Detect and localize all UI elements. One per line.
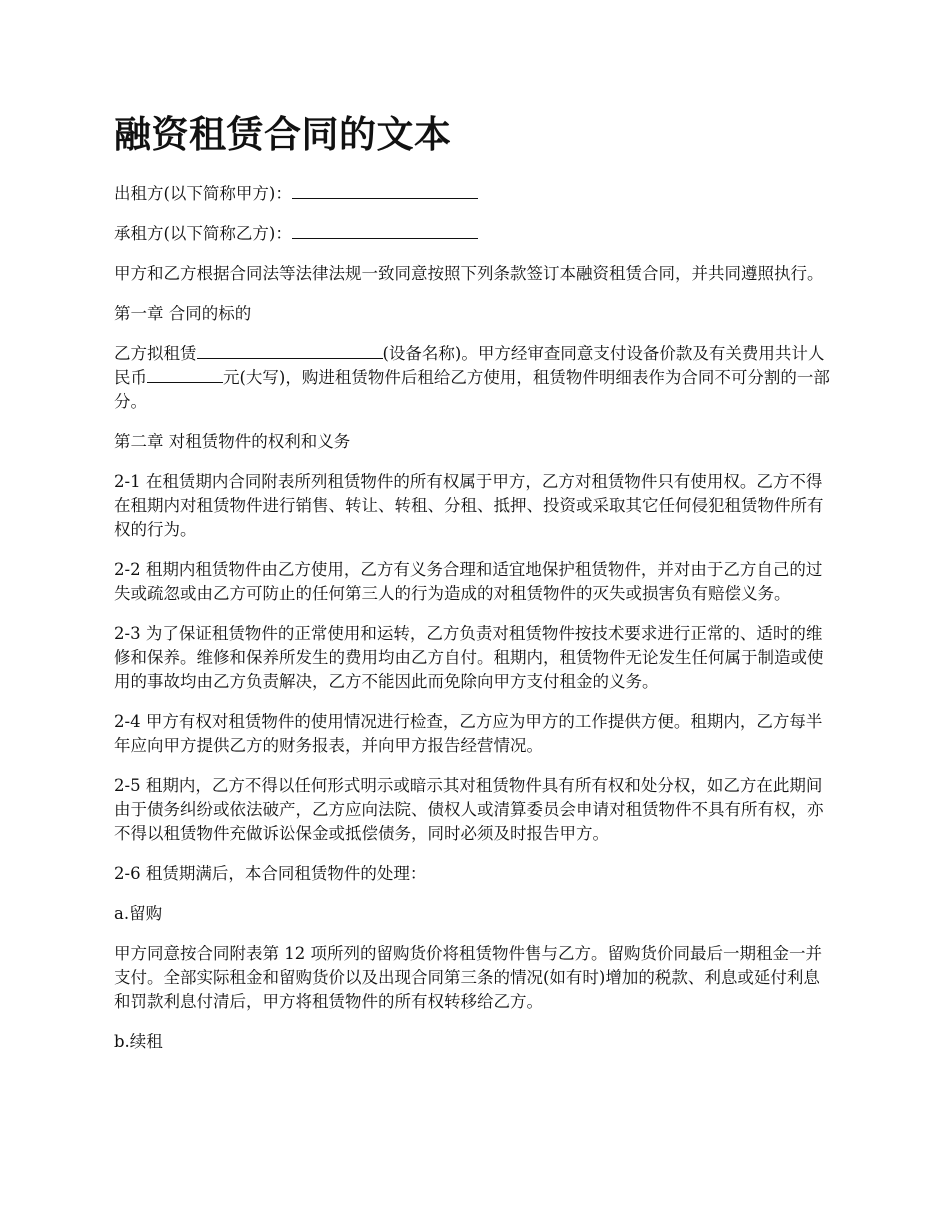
clause-2-1: 2-1 在租赁期内合同附表所列租赁物件的所有权属于甲方，乙方对租赁物件只有使用权。乙方不得在租期内对租赁物件进行销售、转让、转租、分租、抵押、投资或采取其它任何侵犯租赁物件所有权的行为。 xyxy=(114,472,824,539)
clause-2-3: 2-3 为了保证租赁物件的正常使用和运转，乙方负责对租赁物件按技术要求进行正常的、适时的维修和保养。维修和保养所发生的费用均由乙方自付。租期内，租赁物件无论发生任何属于制造或使用的事故均由乙方负责解决，乙方不能因此而免除向甲方支付租金的义务。 xyxy=(114,624,824,691)
lessor-blank xyxy=(292,184,478,199)
option-b-label: b.续租 xyxy=(114,1032,163,1051)
chapter2-heading: 第二章 对租赁物件的权利和义务 xyxy=(114,432,351,451)
chapter1-paragraph xyxy=(114,342,836,414)
lessor-line xyxy=(114,182,836,206)
chapter1-heading: 第一章 合同的标的 xyxy=(114,304,252,323)
clause-2-6: 2-6 租赁期满后，本合同租赁物件的处理： xyxy=(114,864,427,883)
intro-paragraph: 甲方和乙方根据合同法等法律法规一致同意按照下列条款签订本融资租赁合同，并共同遵照执行。 xyxy=(114,264,824,283)
document-page xyxy=(114,110,836,1070)
amount-blank xyxy=(147,368,223,383)
clause-2-5: 2-5 租期内，乙方不得以任何形式明示或暗示其对租赁物件具有所有权和处分权，如乙方在此期间由于债务纠纷或依法破产，乙方应向法院、债权人或清算委员会申请对租赁物件不具有所有权，亦不得以租赁物件充做诉讼保金或抵偿债务，同时必须及时报告甲方。 xyxy=(114,776,824,843)
lessee-line xyxy=(114,222,836,246)
chapter1-text-c: 元(大写)，购进租赁物件后租给乙方使用，租赁物件明细表作为合同不可分割的一部分。 xyxy=(114,368,830,411)
equipment-name-blank xyxy=(197,344,383,359)
lessor-label: 出租方(以下简称甲方)： xyxy=(114,184,292,203)
lessee-blank xyxy=(292,224,478,239)
lessee-label: 承租方(以下简称乙方)： xyxy=(114,224,292,243)
chapter1-text-b: (设备名称)。甲方经审查同意支付设备价款及有关费用共计人民币 xyxy=(114,344,825,387)
clause-2-4: 2-4 甲方有权对租赁物件的使用情况进行检查，乙方应为甲方的工作提供方便。租期内，乙方每半年应向甲方提供乙方的财务报表，并向甲方报告经营情况。 xyxy=(114,712,823,755)
document-title: 融资租赁合同的文本 xyxy=(114,113,452,156)
option-a-label: a.留购 xyxy=(114,904,163,923)
chapter1-text-a: 乙方拟租赁 xyxy=(114,344,197,363)
clause-2-2: 2-2 租期内租赁物件由乙方使用，乙方有义务合理和适宜地保护租赁物件，并对由于乙方自己的过失或疏忽或由乙方可防止的任何第三人的行为造成的对租赁物件的灭失或损害负有赔偿义务。 xyxy=(114,560,823,603)
option-a-text: 甲方同意按合同附表第 12 项所列的留购货价将租赁物件售与乙方。留购货价同最后一期租金一并支付。全部实际租金和留购货价以及出现合同第三条的情况(如有时)增加的税款、利息或延付利息和罚款利息付清后，甲方将租赁物件的所有权转移给乙方。 xyxy=(114,944,822,1011)
